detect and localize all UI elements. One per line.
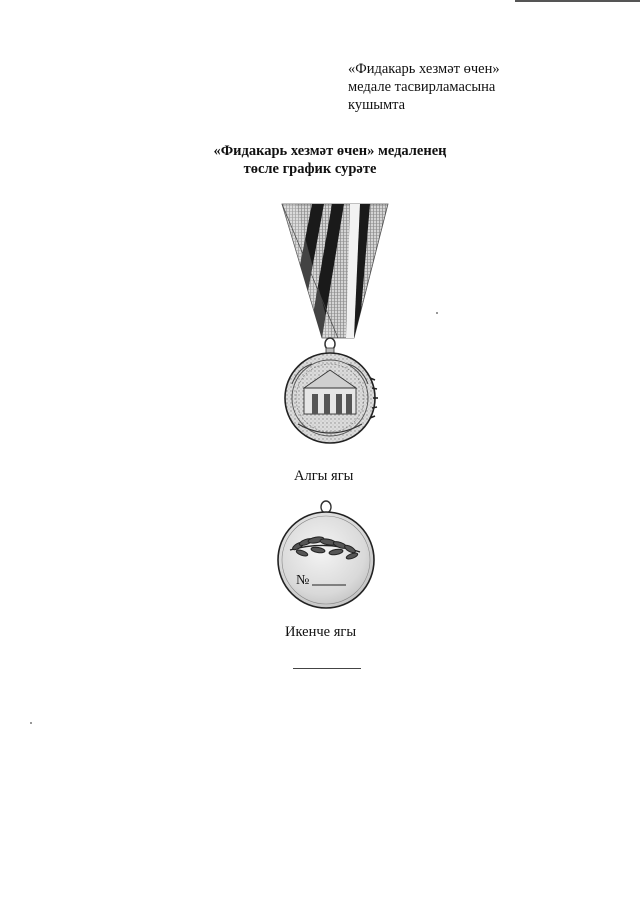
annex-note: [348, 60, 588, 114]
closing-rule: [293, 668, 361, 669]
caption-back-side: Икенче ягы: [285, 624, 357, 640]
scan-speck: [436, 312, 438, 314]
annex-line-3: кушымта: [348, 97, 406, 113]
top-edge-rule: [515, 0, 640, 2]
suspension-ring: [325, 338, 335, 354]
annex-line-1: «Фидакарь хезмәт өчен»: [348, 61, 500, 77]
medal-back-disk: [278, 512, 374, 608]
medal-back-image: [272, 498, 382, 613]
annex-line-2: медале тасвирламасына: [348, 79, 496, 95]
caption-front-side: Алгы ягы: [294, 468, 354, 484]
document-title: [150, 142, 510, 178]
ribbon: [282, 204, 388, 338]
medal-front-disk: [285, 353, 378, 443]
medal-front-image: [262, 198, 392, 448]
scan-speck: [30, 722, 32, 724]
title-line-1: «Фидакарь хезмәт өчен» медаленең: [213, 143, 447, 159]
number-sign: №: [296, 573, 310, 588]
title-line-2: төсле график сурәте: [243, 161, 377, 177]
